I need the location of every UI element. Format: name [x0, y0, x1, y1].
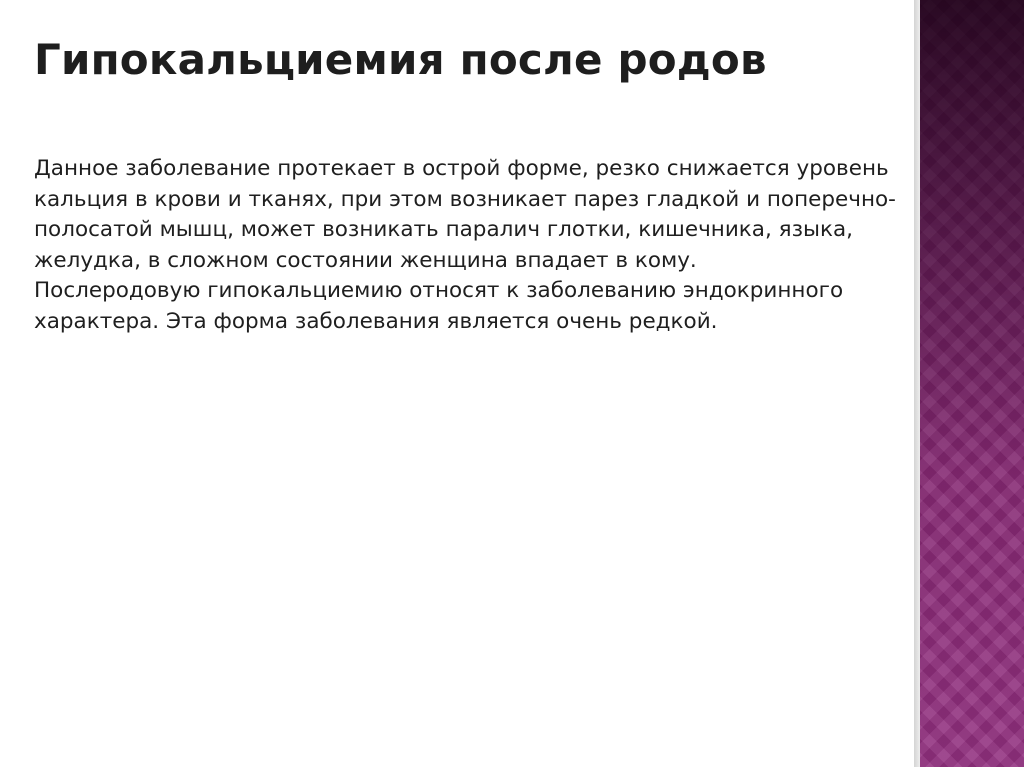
- slide-title: Гипокальциемия после родов: [34, 35, 767, 84]
- slide-body: [34, 154, 902, 338]
- body-paragraph: Данное заболевание протекает в острой форме, резко снижается уровень кальция в крови и тканях, при этом возникает парез гладкой и поперечно-полосатой мышц, может возникать паралич глотки, кишечника, языка, желудка, в сложном состоянии женщина впадает в кому.: [34, 156, 896, 273]
- decorative-purple-band: [920, 0, 1024, 767]
- body-paragraph: Послеродовую гипокальциемию относят к заболеванию эндокринного характера. Эта форма заболевания является очень редкой.: [34, 278, 844, 334]
